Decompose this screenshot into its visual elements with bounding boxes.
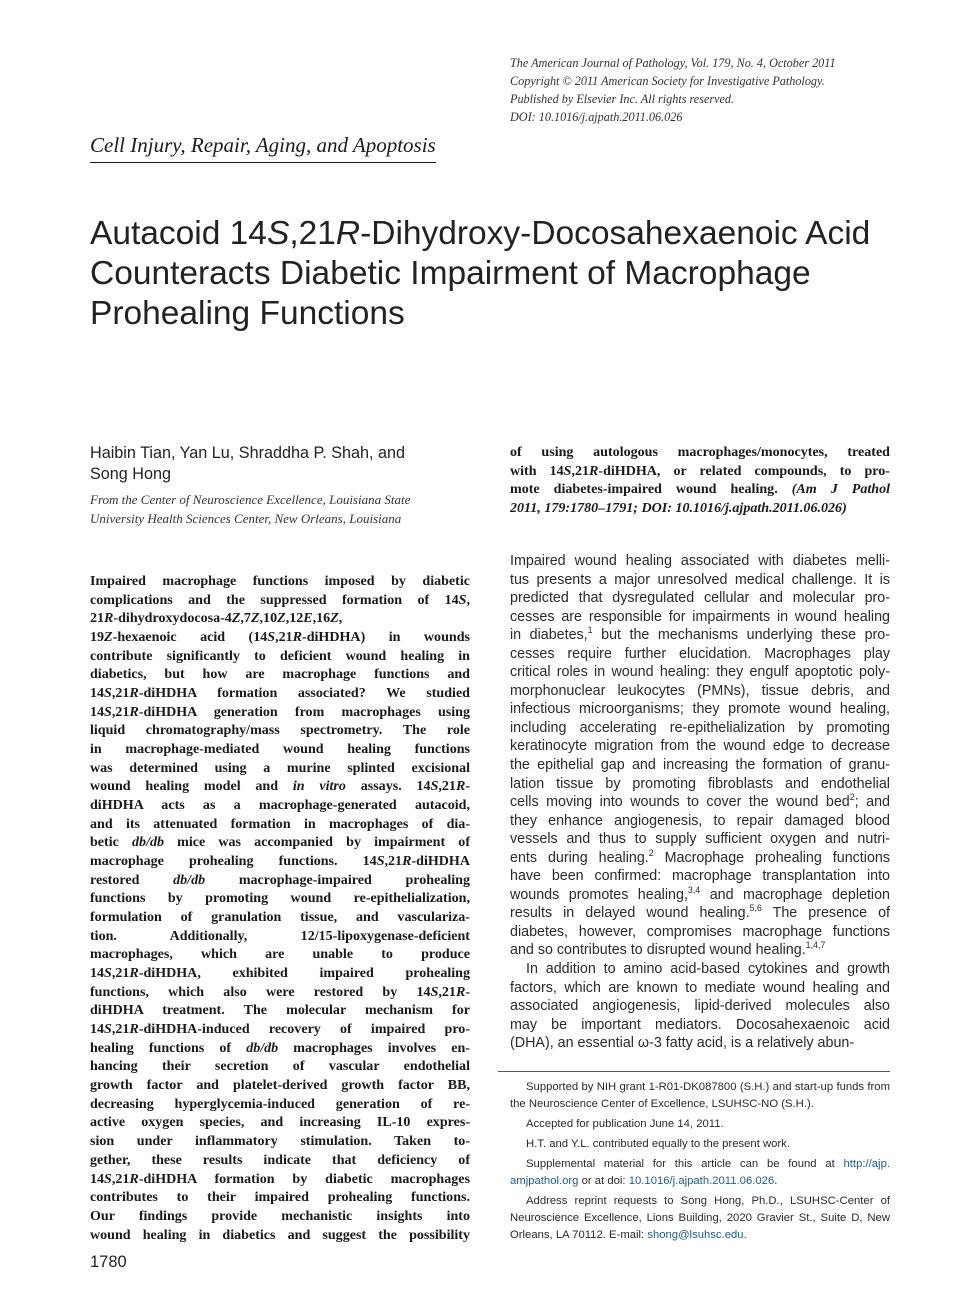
text-line: In addition to amino acid-based cytokines and growth [526, 961, 890, 978]
text-line: they enhance angiogenesis, to repair damaged blood [510, 812, 890, 829]
footnote-line: Address reprint requests to Song Hong, Ph.D., LSUHSC-Center of [526, 1194, 890, 1207]
email-link[interactable]: shong@lsuhsc.edu [647, 1228, 744, 1241]
footnote-text: . [774, 1174, 778, 1187]
text-line: including accelerating re-epithelialization by promoting [510, 719, 890, 736]
text-line: growth factor and platelet-derived growth factor BB, [90, 1077, 470, 1094]
footnote-line [510, 1173, 890, 1190]
text-line: in macrophage-mediated wound healing functions [90, 741, 470, 758]
title-line: Counteracts Diabetic Impairment of Macrophage [90, 255, 811, 292]
article-title [90, 214, 950, 334]
text-line: keratinocyte migration from the wound edge to decrease [510, 738, 890, 755]
text-line: 19Z-hexaenoic acid (14S,21R-diHDHA) in wounds [90, 629, 470, 646]
footnote-text: Orleans, LA 70112. E-mail: [510, 1228, 648, 1241]
author-line: Haibin Tian, Yan Lu, Shraddha P. Shah, and [90, 444, 405, 462]
text-line: decreasing hyperglycemia-induced generation of re- [90, 1095, 470, 1112]
author-list [90, 443, 470, 485]
text-line: cells moving into wounds to cover the wound bed$^2$; and [510, 792, 890, 811]
accepted-note [510, 1116, 890, 1133]
text-line: active oxygen species, and increasing IL-10 expres- [90, 1114, 470, 1131]
text-line: diHDHA treatment. The molecular mechanism for [90, 1002, 470, 1019]
text-line: and its attenuated formation in macrophages of dia- [90, 815, 470, 832]
text-line: predicted that dysregulated cellular and molecular pro- [510, 590, 890, 607]
footnote-text: Supplemental material for this article can be found at [526, 1157, 844, 1170]
text-line: 2011, 179:1780–1791; DOI: 10.1016/j.ajpath.2011.06.026) [510, 499, 847, 516]
doi-link[interactable]: 10.1016/j.ajpath.2011.06.026 [628, 1174, 775, 1187]
page-number: 1780 [90, 1253, 127, 1271]
text-line: betic db/db mice was accompanied by impairment of [90, 834, 470, 851]
text-line: sion under inflammatory stimulation. Taken to- [90, 1133, 470, 1150]
text-line: diabetics, but how are macrophage functions and [90, 666, 470, 683]
abstract-continuation [510, 443, 890, 517]
text-line: ents during healing.$^2$ Macrophage prohealing functions [510, 847, 891, 866]
text-line: 21R-dihydroxydocosa-4Z,7Z,10Z,12E,16Z, [90, 610, 343, 627]
journal-line: The American Journal of Pathology, Vol. 179, No. 4, October 2011 [510, 56, 836, 70]
text-line: 14S,21R-diHDHA, exhibited impaired prohealing [90, 965, 470, 982]
text-line: have been confirmed: macrophage transplantation into [510, 868, 890, 885]
text-line: lation tissue by promoting fibroblasts and endothelial [510, 775, 890, 792]
author-line: Song Hong [90, 465, 172, 483]
affiliation-line: From the Center of Neuroscience Excellence, Louisiana State [90, 492, 411, 507]
text-line: Impaired macrophage functions imposed by diabetic [90, 573, 470, 589]
text-line: formulation of granulation tissue, and vasculariza- [90, 909, 470, 926]
text-line: factors, which are known to mediate wound healing and [510, 979, 890, 996]
footnote-text: . [743, 1228, 747, 1241]
text-line: infectious microorganisms; they promote wound healing, [510, 701, 890, 718]
text-line: complications and the suppressed formation of 14S, [90, 591, 470, 608]
equal-contribution-note [510, 1136, 890, 1153]
text-line: Impaired wound healing associated with diabetes melli- [510, 553, 890, 569]
text-line: of using autologous macrophages/monocytes, treated [510, 444, 890, 460]
text-line: contributes to their impaired prohealing functions. [90, 1189, 470, 1206]
text-line: macrophages, which are unable to produce [90, 946, 470, 963]
text-line: the epithelial gap and increasing the formation of granu- [510, 757, 890, 774]
text-line: cesses are responsible for impairments in wound healing [510, 608, 890, 625]
doi-line: DOI: 10.1016/j.ajpath.2011.06.026 [510, 110, 683, 124]
text-line: 14S,21R-diHDHA formation associated? We studied [90, 685, 470, 702]
text-line: (DHA), an essential ω-3 fatty acid, is a relatively abun- [510, 1035, 855, 1052]
text-line: functions, which also were restored by 14S,21R- [90, 983, 470, 1000]
text-line: mote diabetes-impaired wound healing. (Am J Pathol [510, 481, 890, 498]
text-line: diHDHA acts as a macrophage-generated autacoid, [90, 797, 470, 814]
footnote-line [510, 1227, 890, 1244]
text-line: associated angiogenesis, lipid-derived molecules also [510, 998, 890, 1015]
footnote-line: Supported by NIH grant 1-R01-DK087800 (S.H.) and start-up funds from [526, 1081, 890, 1093]
text-line: 14S,21R-diHDHA generation from macrophages using [90, 703, 470, 720]
footnote-line: Accepted for publication June 14, 2011. [526, 1117, 724, 1130]
introduction-text [510, 552, 890, 1053]
text-line: 14S,21R-diHDHA formation by diabetic macrophages [90, 1170, 470, 1187]
affiliation [90, 490, 470, 528]
text-line: Our findings provide mechanistic insights into [90, 1207, 470, 1224]
footnote-line: H.T. and Y.L. contributed equally to the present work. [526, 1137, 790, 1150]
text-line: macrophage prohealing functions. 14S,21R-diHDHA [90, 853, 470, 870]
text-line: vessels and thus to supply sufficient oxygen and nutri- [510, 831, 890, 848]
footnote-line: the Neuroscience Center of Excellence, LSUHSC-NO (S.H.). [510, 1098, 814, 1111]
footnote-line: Neuroscience Excellence, Lions Building, 2020 Gravier St., Suite D, New [510, 1211, 890, 1224]
reprint-note [510, 1193, 890, 1245]
text-line: morphonuclear leukocytes (PMNs), tissue debris, and [510, 682, 890, 699]
affiliation-line: University Health Sciences Center, New Orleans, Louisiana [90, 511, 402, 526]
text-line: wound healing model and in vitro assays. 14S,21R- [90, 778, 470, 795]
text-line: critical roles in wound healing: they engulf apoptotic poly- [510, 664, 890, 681]
text-line: diabetes, however, compromises macrophage functions [510, 923, 890, 940]
text-line: results in delayed wound healing.$^{5,6}$ The presence of [510, 903, 890, 922]
abstract [90, 572, 470, 1244]
text-line: with 14S,21R-diHDHA, or related compounds, to pro- [510, 462, 890, 479]
footnotes [510, 1079, 890, 1247]
text-line: and so contributes to disrupted wound healing.$^{1,4,7}$ [510, 940, 826, 959]
text-line: cesses require further elucidation. Macrophages play [510, 645, 890, 662]
supplemental-link[interactable]: http://ajp. [843, 1157, 890, 1170]
supplemental-note [510, 1156, 890, 1190]
text-line: 14S,21R-diHDHA-induced recovery of impaired pro- [90, 1021, 470, 1038]
text-line: wound healing in diabetics and suggest the possibility [90, 1226, 470, 1243]
journal-citation [510, 54, 950, 126]
text-line: contribute significantly to deficient wound healing in [90, 647, 470, 664]
text-line: tion. Additionally, 12/15-lipoxygenase-deficient [90, 927, 470, 944]
copyright-line: Copyright © 2011 American Society for Investigative Pathology. [510, 74, 825, 88]
text-line: in diabetes,$^1$ but the mechanisms underlying these pro- [510, 625, 891, 644]
funding-note [510, 1079, 890, 1113]
title-line: Autacoid 14S,21R-Dihydroxy-Docosahexaenoic Acid [90, 215, 871, 252]
text-line: restored db/db macrophage-impaired prohealing [90, 871, 470, 888]
text-line: healing functions of db/db macrophages involves en- [90, 1039, 470, 1056]
section-heading: Cell Injury, Repair, Aging, and Apoptosis [90, 133, 436, 163]
text-line: may be important mediators. Docosahexaenoic acid [510, 1016, 890, 1033]
footnote-divider [498, 1071, 890, 1072]
supplemental-link[interactable]: amjpathol.org [510, 1174, 579, 1187]
text-line: functions by promoting wound re-epithelialization, [90, 890, 470, 907]
text-line: tus presents a major unresolved medical challenge. It is [510, 571, 890, 588]
text-line: hancing their secretion of vascular endothelial [90, 1058, 470, 1075]
text-line: was determined using a murine splinted excisional [90, 759, 470, 776]
text-line: liquid chromatography/mass spectrometry. The role [90, 722, 470, 739]
text-line: gether, these results indicate that deficiency of [90, 1151, 470, 1168]
text-line: wounds promotes healing,$^{3,4}$ and macrophage depletion [510, 885, 891, 903]
title-line: Prohealing Functions [90, 295, 405, 332]
publisher-line: Published by Elsevier Inc. All rights reserved. [510, 92, 735, 106]
footnote-text: or at doi: [578, 1174, 629, 1187]
footnote-line [510, 1156, 890, 1173]
